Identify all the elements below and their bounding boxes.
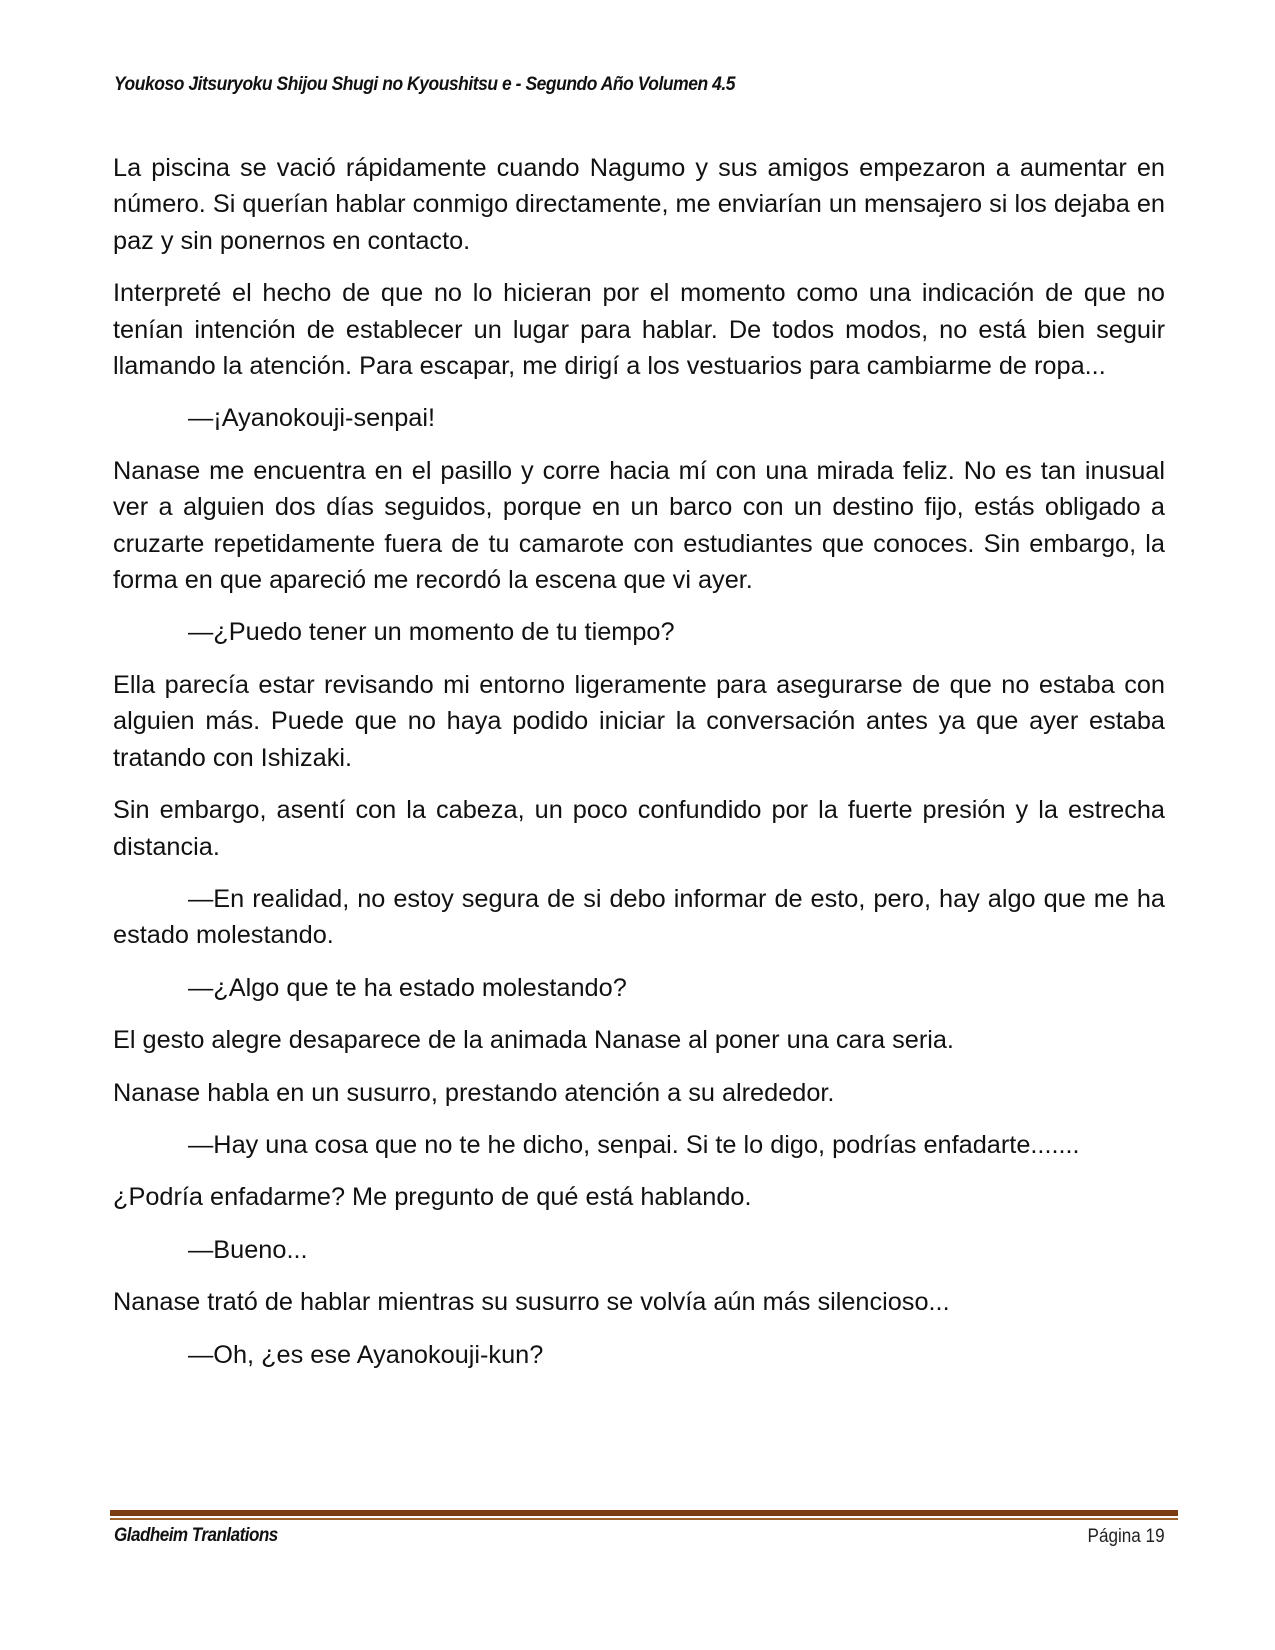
- page-body: [113, 150, 1165, 1389]
- dialogue-paragraph: —¿Puedo tener un momento de tu tiempo?: [188, 618, 675, 647]
- footer-publisher: Gladheim Tranlations: [114, 1525, 278, 1546]
- paragraph: Interpreté el hecho de que no lo hicieran por el momento como una indicación de que no tenían intención de establecer un lugar para hablar. De todos modos, no está bien seguir llamando la atención. Para escapar, me dirigí a los vestuarios para cambiarme de ropa...: [113, 279, 1165, 381]
- page-number: Página 19: [1087, 1526, 1165, 1547]
- paragraph: El gesto alegre desaparece de la animada Nanase al poner una cara seria.: [113, 1026, 954, 1055]
- dialogue-paragraph: —¿Algo que te ha estado molestando?: [188, 973, 627, 1002]
- footer-rule-thin: [110, 1518, 1178, 1520]
- paragraph: Ella parecía estar revisando mi entorno ligeramente para asegurarse de que no estaba con alguien más. Puede que no haya podido iniciar la conversación antes ya que ayer estaba tratando con Ishizaki.: [113, 670, 1165, 772]
- paragraph: ¿Podría enfadarme? Me pregunto de qué está hablando.: [113, 1183, 752, 1212]
- running-header: Youkoso Jitsuryoku Shijou Shugi no Kyoushitsu e - Segundo Año Volumen 4.5: [114, 74, 735, 95]
- dialogue-paragraph: —Bueno...: [188, 1235, 308, 1264]
- dialogue-paragraph: —En realidad, no estoy segura de si debo informar de esto, pero, hay algo que me ha estado molestando.: [113, 884, 1165, 950]
- paragraph: Sin embargo, asentí con la cabeza, un poco confundido por la fuerte presión y la estrecha distancia.: [113, 796, 1165, 861]
- dialogue-paragraph: —Oh, ¿es ese Ayanokouji-kun?: [188, 1340, 544, 1369]
- paragraph: Nanase trató de hablar mientras su susurro se volvía aún más silencioso...: [113, 1288, 950, 1317]
- dialogue-paragraph: —¡Ayanokouji-senpai!: [188, 404, 436, 433]
- footer-rule: [110, 1510, 1178, 1516]
- dialogue-paragraph: —Hay una cosa que no te he dicho, senpai. Si te lo digo, podrías enfadarte.......: [188, 1130, 1080, 1159]
- paragraph: La piscina se vació rápidamente cuando Nagumo y sus amigos empezaron a aumentar en número. Si querían hablar conmigo directamente, me enviarían un mensajero si los dejaba en paz y sin ponernos en contacto.: [113, 154, 1165, 255]
- paragraph: Nanase habla en un susurro, prestando atención a su alrededor.: [113, 1078, 835, 1107]
- paragraph: Nanase me encuentra en el pasillo y corre hacia mí con una mirada feliz. No es tan inusual ver a alguien dos días seguidos, porque en un barco con un destino fijo, estás obligado a cruzarte repetidamente fuera de tu camarote con estudiantes que conoces. Sin embargo, la forma en que apareció me recordó la escena que vi ayer.: [113, 456, 1165, 595]
